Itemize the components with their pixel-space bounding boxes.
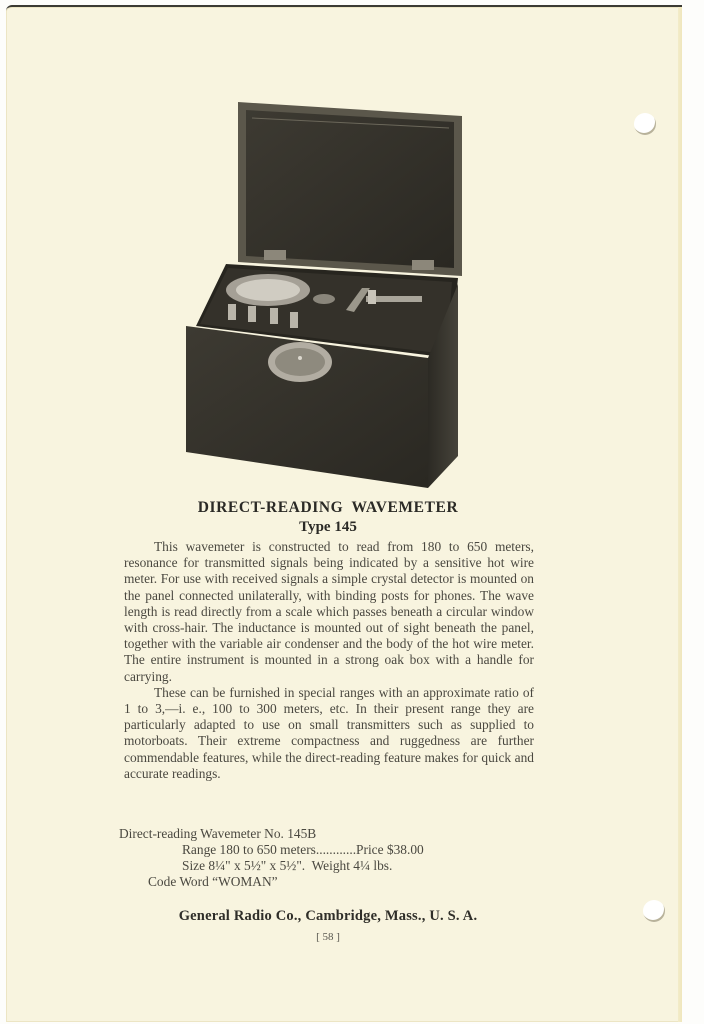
code-word-line: Code Word “WOMAN” bbox=[148, 874, 278, 889]
page-title: DIRECT-READING WAVEMETER bbox=[197, 499, 459, 516]
wavemeter-photo bbox=[184, 100, 466, 488]
range-price-line: Range 180 to 650 meters............Price $38.00 bbox=[182, 842, 424, 857]
page-subtitle: Type 145 bbox=[299, 519, 357, 535]
model-line: Direct-reading Wavemeter No. 145B bbox=[119, 826, 317, 841]
page-number: [ 58 ] bbox=[316, 931, 340, 943]
catalog-page bbox=[6, 5, 682, 1022]
binder-hole-top bbox=[634, 113, 656, 135]
company-footer: General Radio Co., Cambridge, Mass., U. S. A. bbox=[178, 908, 478, 924]
paragraph-2: These can be furnished in special ranges with an approximate ratio of 1 to 3,—i. e., 100 to 300 meters, etc. In their present range they are particularly adapted to use on small transmitters such as supplied to motorboats. Their extreme compactness and ruggedness are further commendable features, while the direct-reading feature makes for quick and accurate readings. bbox=[124, 684, 534, 781]
paragraph-1: This wavemeter is constructed to read from 180 to 650 meters, resonance for transmitted signals being indicated by a sensitive hot wire meter. For use with received signals a simple crystal detector is mounted on the panel connected unilaterally, with binding posts for phones. The wave length is read directly from a scale which passes beneath a circular window with cross-hair. The inductance is mounted out of sight beneath the panel, together with the variable air condenser and the body of the hot wire meter. The entire instrument is mounted in a strong oak box with a handle for carrying. bbox=[124, 539, 534, 684]
description bbox=[124, 539, 534, 782]
size-weight-line: Size 8¼" x 5½" x 5½". Weight 4¼ lbs. bbox=[182, 858, 393, 873]
